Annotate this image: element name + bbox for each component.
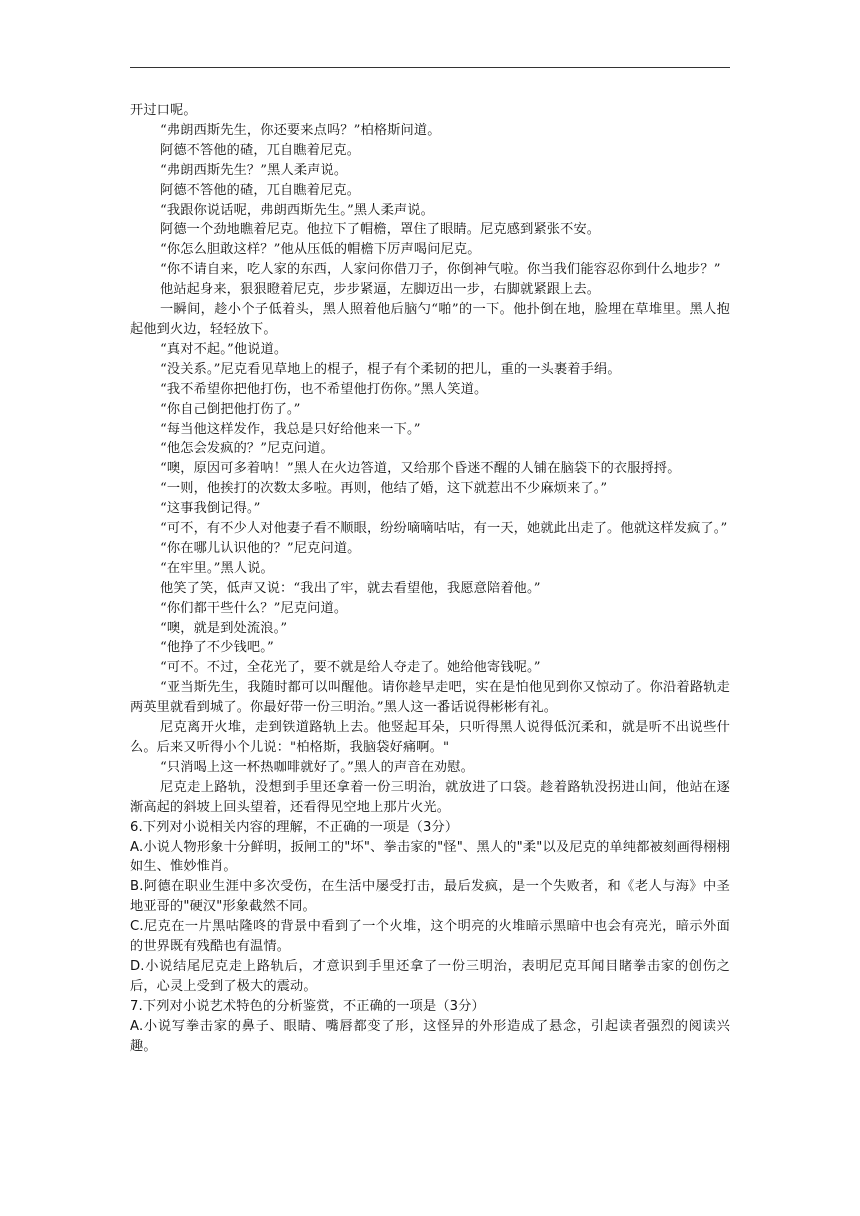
question-line: D.小说结尾尼克走上路轨后，才意识到手里还拿了一份三明治，表明尼克耳闻目睹拳击家的创伤之后，心灵上受到了极大的震动。	[130, 958, 730, 994]
story-paragraph: “我跟你说话呢，弗朗西斯先生。”黑人柔声说。	[160, 202, 434, 218]
question-line: A.小说人物形象十分鲜明，扳闸工的"坏"、拳击家的"怪"、黑人的"柔"以及尼克的单纯都被刻画得栩栩如生、惟妙惟肖。	[130, 839, 730, 875]
story-paragraph: 他笑了笑，低声又说：“我出了牢，就去看望他，我愿意陪着他。”	[160, 580, 541, 596]
story-paragraph: “你自己倒把他打伤了。”	[160, 401, 301, 417]
story-paragraph: “你怎么胆敢这样？”他从压低的帽檐下厉声喝问尼克。	[160, 242, 481, 258]
story-paragraph: 尼克离开火堆，走到铁道路轨上去。他竖起耳朵，只听得黑人说得低沉柔和，就是听不出说些什么。后来又听得小个儿说："柏格斯，我脑袋好痛啊。"	[130, 720, 730, 755]
story-paragraph: “每当他这样发作，我总是只好给他来一下。”	[160, 421, 421, 437]
story-paragraph: “真对不起。”他说道。	[160, 341, 288, 357]
story-paragraph: “你们都干些什么？”尼克问道。	[160, 600, 348, 616]
story-paragraph: 阿德不答他的碴，兀自瞧着尼克。	[160, 182, 361, 198]
story-paragraph: “在牢里。”黑人说。	[160, 560, 274, 576]
story-paragraph: “他怎会发疯的？”尼克问道。	[160, 441, 334, 457]
story-paragraph: 他站起身来，狠狠瞪着尼克，步步紧逼，左脚迈出一步，右脚就紧跟上去。	[160, 282, 601, 298]
header-rule	[130, 67, 730, 68]
question-line: 6.下列对小说相关内容的理解，不正确的一项是（3分）	[130, 819, 459, 835]
question-line: 7.下列对小说艺术特色的分析鉴赏，不正确的一项是（3分）	[130, 998, 485, 1014]
story-paragraph: “噢，原因可多着呐！”黑人在火边答道，又给那个昏迷不醒的人铺在脑袋下的衣服捋捋。	[160, 461, 681, 477]
story-paragraph: “可不，有不少人对他妻子看不顺眼，纷纷嘀嘀咕咕，有一天，她就此出走了。他就这样发疯了。”	[160, 521, 728, 537]
story-paragraph: “一则，他挨打的次数太多啦。再则，他结了婚，这下就惹出不少麻烦来了。”	[160, 481, 608, 497]
story-paragraph: “弗朗西斯先生，你还要来点吗？”柏格斯问道。	[160, 122, 441, 138]
story-paragraph: 尼克走上路轨，没想到手里还拿着一份三明治，就放进了口袋。趁着路轨没拐进山间，他站在逐渐高起的斜坡上回头望着，还看得见空地上那片火光。	[130, 779, 730, 815]
story-paragraph: “噢，就是到处流浪。”	[160, 620, 288, 636]
story-paragraph: “弗朗西斯先生？”黑人柔声说。	[160, 162, 348, 178]
story-paragraph: 阿德不答他的碴，兀自瞧着尼克。	[160, 142, 361, 158]
question-line: B.阿德在职业生涯中多次受伤，在生活中屡受打击，最后发疯，是一个失败者，和《老人与海》中圣地亚哥的"硬汉"形象截然不同。	[130, 879, 730, 915]
story-paragraph: “这事我倒记得。”	[160, 501, 261, 517]
story-paragraph: 阿德一个劲地瞧着尼克。他拉下了帽檐，罩住了眼睛。尼克感到紧张不安。	[160, 222, 601, 238]
story-paragraph: 开过口呢。	[130, 103, 197, 118]
story-paragraph: 一瞬间，趁小个子低着头，黑人照着他后脑勺“啪”的一下。他扑倒在地，脸埋在草堆里。黑人抱起他到火边，轻轻放下。	[130, 302, 730, 337]
story-paragraph: “他挣了不少钱吧。”	[160, 640, 274, 656]
story-paragraph: “没关系。”尼克看见草地上的棍子，棍子有个柔韧的把儿，重的一头裹着手绢。	[160, 361, 621, 377]
document-body	[130, 101, 730, 1057]
story-paragraph: “亚当斯先生，我随时都可以叫醒他。请你趁早走吧，实在是怕他见到你又惊动了。你沿着路轨走两英里就看到城了。你最好带一份三明治。”黑人这一番话说得彬彬有礼。	[130, 680, 730, 716]
question-line: A.小说写拳击家的鼻子、眼睛、嘴唇都变了形，这怪异的外形造成了悬念，引起读者强烈的阅读兴趣。	[130, 1018, 730, 1054]
story-paragraph: “你不请自来，吃人家的东西，人家问你借刀子，你倒神气啦。你当我们能容忍你到什么地步？”	[160, 262, 721, 278]
story-paragraph: “只消喝上这一杯热咖啡就好了。”黑人的声音在劝慰。	[160, 759, 474, 775]
question-line: C.尼克在一片黑咕隆咚的背景中看到了一个火堆，这个明亮的火堆暗示黑暗中也会有亮光，暗示外面的世界既有残酷也有温情。	[130, 919, 730, 955]
story-paragraph: “我不希望你把他打伤，也不希望他打伤你。”黑人笑道。	[160, 381, 488, 397]
story-paragraph: “可不。不过，全花光了，要不就是给人夺走了。她给他寄钱呢。”	[160, 660, 541, 676]
story-paragraph: “你在哪儿认识他的？”尼克问道。	[160, 540, 361, 556]
